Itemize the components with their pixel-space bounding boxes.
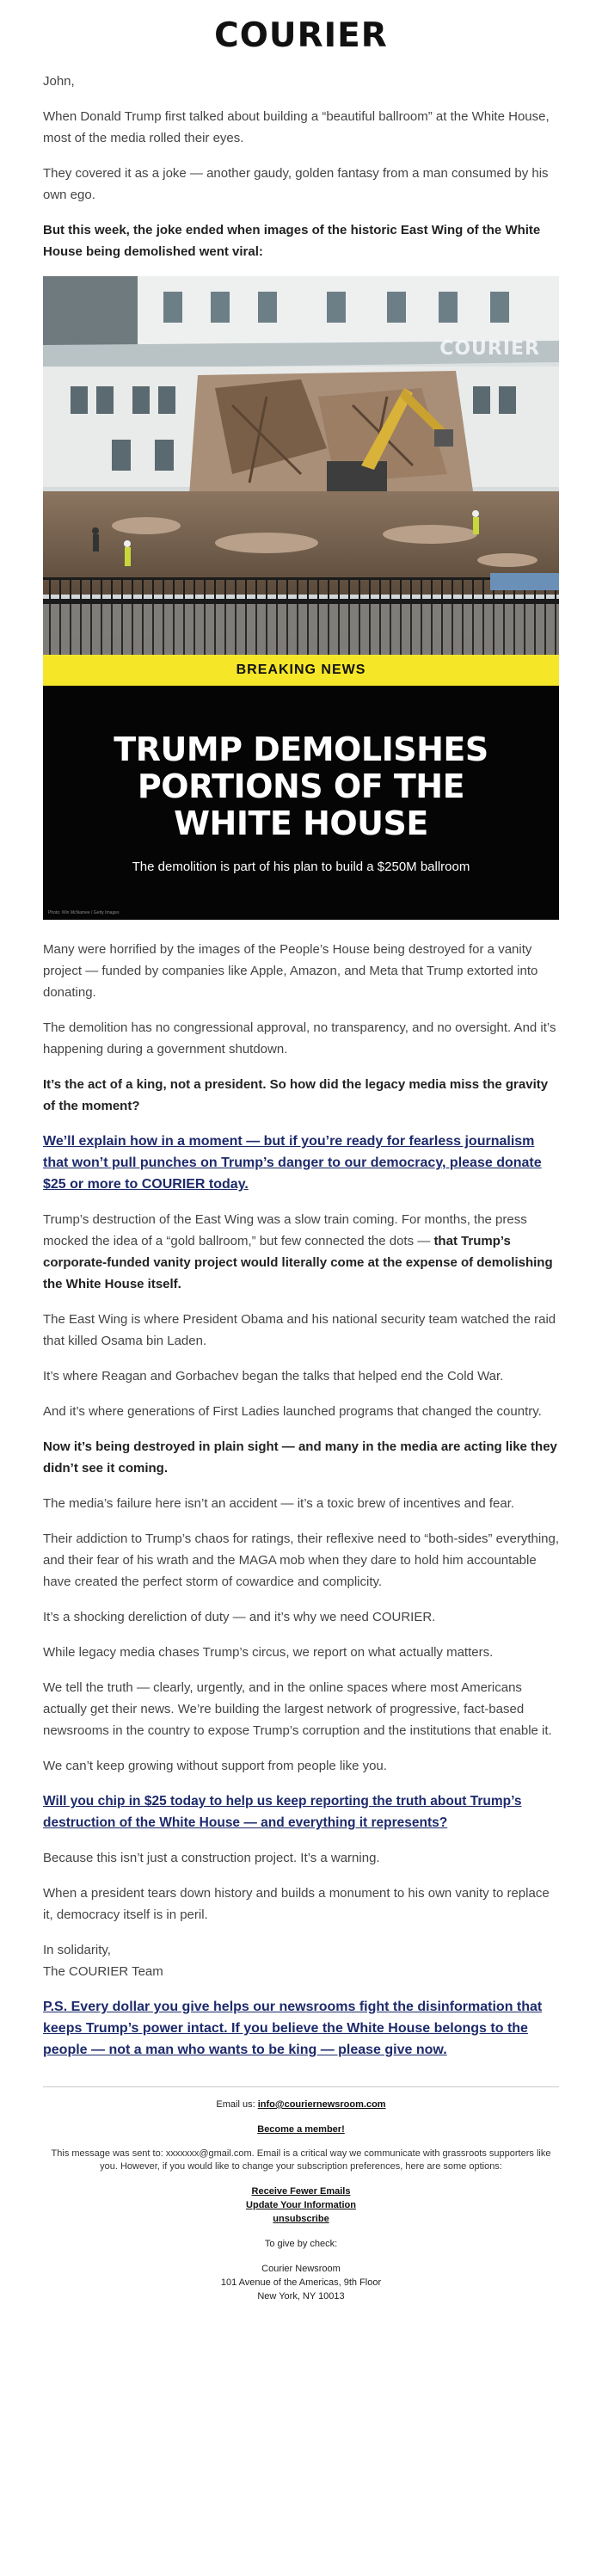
signoff-line: In solidarity, (43, 1943, 111, 1957)
paragraph: The media’s failure here isn’t an accident — it’s a toxic brew of incentives and fear. (43, 1496, 515, 1511)
check-label: To give by check: (264, 2239, 338, 2249)
paragraph: Their addiction to Trump’s chaos for ratings, their reflexive need to “both-sides” everything, and their fear of his wrath and the MAGA mob when they dare to hold him accountable have created the perfect storm of cowardice and complicity. (43, 1531, 560, 1589)
paragraph: While legacy media chases Trump’s circus, we report on what actually matters. (43, 1645, 494, 1660)
footer-email-line (43, 2098, 559, 2111)
hero-headline-panel (43, 686, 559, 920)
paragraph-text: Trump’s destruction of the East Wing was a slow train coming. For months, the press mocked the idea of a “gold ballroom,” but few connected the dots — (43, 1212, 527, 1248)
paragraph (43, 1209, 559, 1295)
greeting: John, (43, 74, 75, 89)
paragraph: The East Wing is where President Obama and his national security team watched the raid that killed Osama bin Laden. (43, 1312, 556, 1348)
become-member-link[interactable]: Become a member! (257, 2124, 345, 2135)
update-information-link[interactable]: Update Your Information (246, 2200, 356, 2210)
paragraph: It’s where Reagan and Gorbachev began the talks that helped end the Cold War. (43, 1369, 504, 1384)
paragraph: When Donald Trump first talked about building a “beautiful ballroom” at the White House, most of the media rolled their eyes. (43, 109, 550, 145)
unsubscribe-link[interactable]: unsubscribe (273, 2214, 329, 2224)
paragraph: We can’t keep growing without support from people like you. (43, 1759, 387, 1773)
address-line: 101 Avenue of the Americas, 9th Floor (220, 2277, 382, 2288)
address-line: Courier Newsroom (261, 2264, 341, 2274)
email-label: Email us: (216, 2099, 258, 2110)
paragraph: They covered it as a joke — another gaudy, golden fantasy from a man consumed by his own ego. (43, 166, 549, 202)
paragraph-bold: Now it’s being destroyed in plain sight — and many in the media are acting like they didn’t see it coming. (43, 1439, 557, 1476)
paragraph: Many were horrified by the images of the People’s House being destroyed for a vanity project — funded by companies like Apple, Amazon, and Meta that Trump extorted into donating. (43, 942, 538, 1000)
subscription-notice: This message was sent to: xxxxxxx@gmail.com. Email is a critical way we communicate with grassroots supporters like you. However, if you would like to change your subscription preferences, here are some options: (51, 2148, 551, 2172)
breaking-news-banner: BREAKING NEWS (43, 655, 559, 686)
donate-link[interactable]: Will you chip in $25 today to help us keep reporting the truth about Trump’s destruction of the White House — and everything it represents? (43, 1794, 522, 1830)
email-link[interactable]: info@couriernewsroom.com (257, 2099, 386, 2110)
donate-link[interactable]: We’ll explain how in a moment — but if you’re ready for fearless journalism that won’t pull punches on Trump’s danger to our democracy, please donate $25 or more to COURIER today. (43, 1134, 542, 1192)
signoff (43, 1939, 559, 1982)
paragraph: It’s a shocking dereliction of duty — and it’s why we need COURIER. (43, 1610, 436, 1624)
photo-watermark: COURIER (439, 338, 540, 360)
paragraph: The demolition has no congressional approval, no transparency, and no oversight. And it’s happening during a government shutdown. (43, 1020, 556, 1057)
hero-image[interactable] (43, 276, 559, 920)
paragraph-bold: But this week, the joke ended when images of the historic East Wing of the White House being demolished went viral: (43, 223, 541, 259)
address-line: New York, NY 10013 (257, 2291, 345, 2302)
masthead (43, 0, 559, 71)
ps-donate-link[interactable]: P.S. Every dollar you give helps our newsrooms fight the disinformation that keeps Trump’s power intact. If you believe the White House belongs to the people — not a man who wants to be king — please give now. (43, 2000, 543, 2057)
hero-subheadline: The demolition is part of his plan to build a $250M ballroom (132, 860, 470, 874)
photo-credit: Photo: Win McNamee / Getty Images (48, 910, 120, 915)
receive-fewer-emails-link[interactable]: Receive Fewer Emails (251, 2186, 351, 2197)
paragraph: Because this isn’t just a construction project. It’s a warning. (43, 1851, 380, 1865)
paragraph: We tell the truth — clearly, urgently, and in the online spaces where most Americans actually get their news. We’re building the largest network of progressive, fact-based newsrooms in the country to expose Trump’s corruption and the institutions that enable it. (43, 1680, 552, 1738)
demolition-photo (43, 276, 559, 655)
signoff-team: The COURIER Team (43, 1964, 163, 1979)
footer (43, 2087, 559, 2303)
paragraph: When a president tears down history and builds a monument to his own vanity to replace it, democracy itself is in peril. (43, 1886, 550, 1922)
paragraph: And it’s where generations of First Ladies launched programs that changed the country. (43, 1404, 542, 1419)
paragraph-bold: It’s the act of a king, not a president. So how did the legacy media miss the gravity of the moment? (43, 1077, 549, 1113)
hero-headline: TRUMP DEMOLISHES PORTIONS OF THE WHITE HOUSE (114, 730, 488, 842)
courier-logo: COURIER (214, 15, 388, 55)
paragraph-emphasis: that Trump’s corporate-funded vanity project would literally come at the expense of demolishing the White House itself. (43, 1234, 553, 1291)
